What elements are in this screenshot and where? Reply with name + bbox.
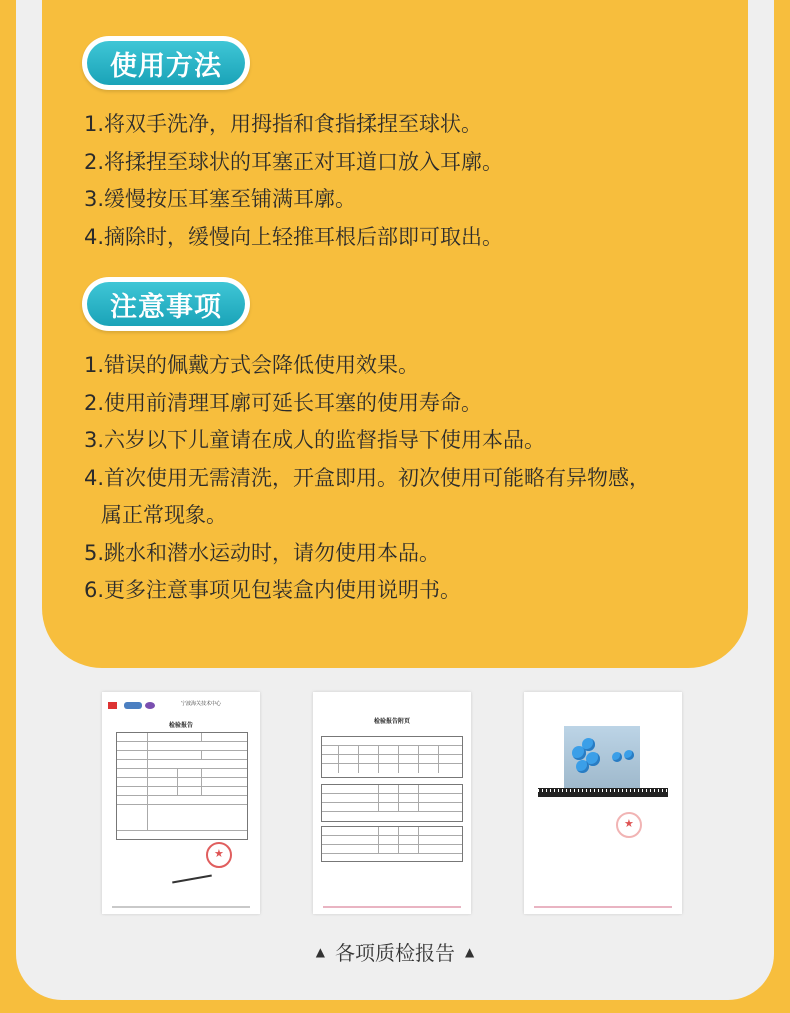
caption-text: 各项质检报告 [335,941,455,965]
report-table [321,826,463,862]
cma-logo-icon [108,702,117,709]
reports-caption [0,937,790,966]
triangle-up-icon: ▲ [315,944,325,959]
ruler [538,788,668,797]
report-thumbnail-1[interactable] [102,692,260,914]
notes-section-heading [82,277,250,331]
report-footer [112,906,250,908]
note-line: 2.使用前清理耳廓可延长耳塞的使用寿命。 [84,390,483,415]
report-title: 检验报告附页 [373,718,410,725]
usage-steps [84,106,724,256]
note-line: 5.跳水和潜水运动时，请勿使用本品。 [84,540,441,565]
report-table [116,732,248,840]
earplug-icon [612,752,622,762]
earplug-icon [576,760,589,773]
note-line: 1.错误的佩戴方式会降低使用效果。 [84,353,420,377]
triangle-up-icon: ▲ [465,944,475,959]
sample-photo [564,726,640,788]
signature [172,875,212,884]
quality-reports [0,692,790,914]
note-line: 3.六岁以下儿童请在成人的监督指导下使用本品。 [84,428,546,452]
note-line: 6.更多注意事项见包装盒内使用说明书。 [84,578,462,602]
usage-section-heading [82,36,250,90]
report-org: 宁波海关技术中心 [180,701,221,707]
report-title: 检验报告 [168,722,193,729]
stamp-icon [616,812,642,838]
earplug-icon [624,750,634,760]
report-footer [323,906,461,908]
usage-step: 4.摘除时，缓慢向上轻推耳根后部即可取出。 [84,224,504,249]
note-line: 4.首次使用无需清洗，开盒即用。初次使用可能略有异物感， [84,465,651,490]
report-table [321,736,463,778]
usage-title: 使用方法 [87,41,245,85]
report-thumbnail-2[interactable] [313,692,471,914]
stamp-icon [206,842,232,868]
report-footer [534,906,672,908]
report-thumbnail-3[interactable] [524,692,682,914]
usage-step: 1.将双手洗净，用拇指和食指揉捏至球状。 [84,112,483,136]
notes-title: 注意事项 [87,282,245,326]
lab-logo-icon [124,702,142,709]
report-table [321,784,463,822]
earplug-icon [582,738,595,751]
notes-lines [84,347,724,610]
usage-step: 3.缓慢按压耳塞至铺满耳廓。 [84,187,357,211]
usage-step: 2.将揉捏至球状的耳塞正对耳道口放入耳廓。 [84,149,504,174]
note-line: 属正常现象。 [101,503,227,527]
